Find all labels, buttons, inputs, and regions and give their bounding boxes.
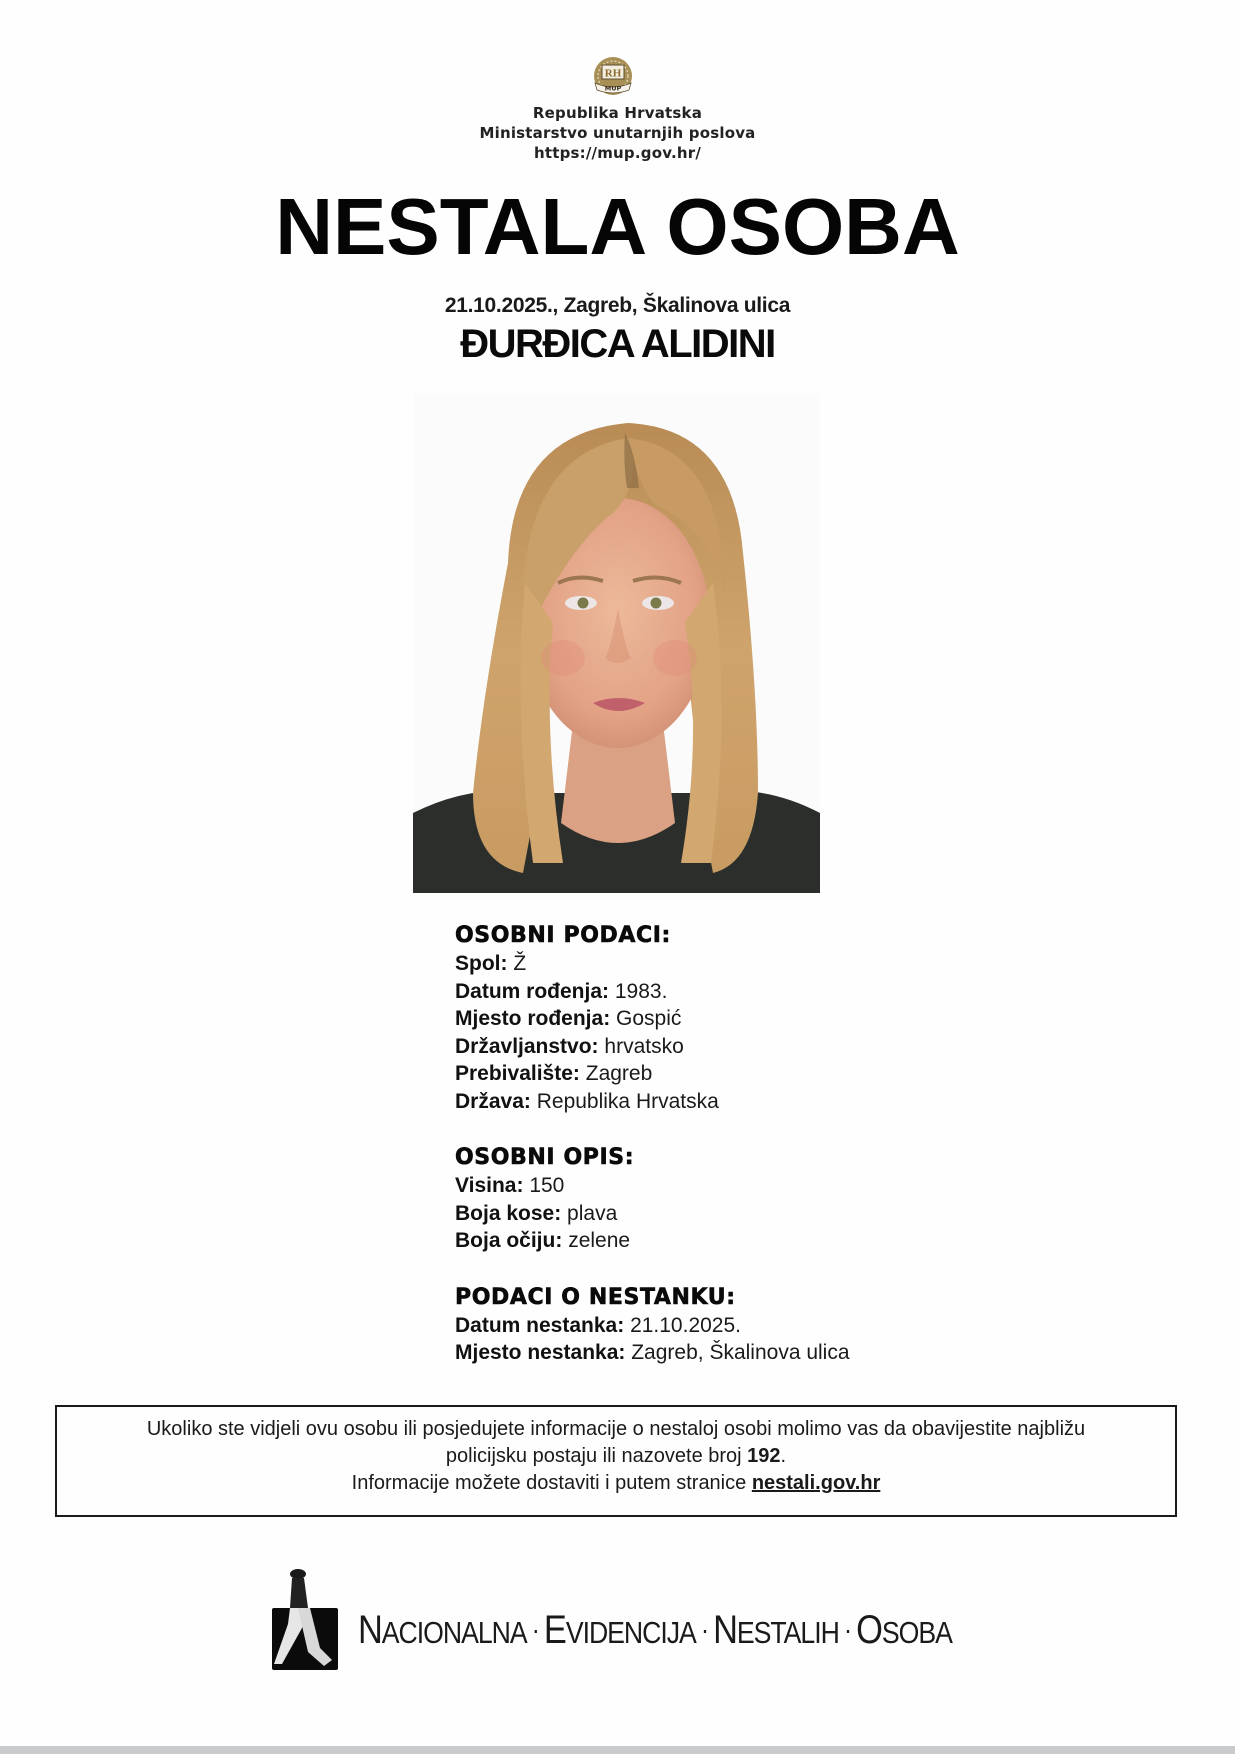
notice-line-2-text: policijsku postaju ili nazovete broj [445,1445,748,1467]
notice-line-3 [57,1470,1175,1497]
separator-dot: · [531,1614,539,1645]
detail-label: Državljanstvo: [455,1034,599,1058]
emergency-phone-number: 192 [747,1445,781,1467]
nestali-website-link[interactable]: nestali.gov.hr [751,1472,881,1494]
person-name: ĐURĐICA ALIDINI [460,322,775,366]
section-title: OSOBNI OPIS: [455,1145,635,1170]
detail-label: Boja kose: [455,1201,562,1225]
section-personal-description [455,1144,955,1255]
detail-value: 150 [529,1174,565,1197]
detail-value: Zagreb, Škalinova ulica [631,1341,850,1364]
emblem-mup-text: MUP [604,84,622,93]
detail-label: Mjesto nestanka: [455,1341,626,1364]
date-location-line: 21.10.2025., Zagreb, Škalinova ulica [444,294,791,317]
word-rest: VIDENCIJA [565,1615,696,1650]
separator-dot: · [843,1614,851,1645]
detail-row-sex [455,950,955,978]
neno-word-4 [856,1608,952,1652]
neno-word-1 [358,1608,527,1652]
detail-row-hair-color [455,1200,955,1228]
notice-line-1: Ukoliko ste vidjeli ovu osobu ili posjedujete informacije o nestaloj osobi molimo vas da obavijestite najbližu [146,1418,1086,1440]
detail-label: Mjesto rođenja: [455,1007,611,1030]
country-name: Republika Hrvatska [532,104,703,122]
detail-label: Država: [455,1089,531,1113]
word-initial: N [358,1608,382,1652]
neno-word-3 [713,1608,839,1652]
detail-row-eye-color [455,1227,955,1255]
emblem-rh-text: RH [604,67,622,80]
detail-value: Ž [513,952,527,975]
section-title: PODACI O NESTANKU: [455,1284,736,1310]
word-initial: N [713,1608,737,1652]
page-title: NESTALA OSOBA [275,182,960,271]
person-details [455,922,955,1367]
ministry-url: https://mup.gov.hr/ [533,144,702,162]
neno-word-2 [543,1608,696,1652]
detail-value: 21.10.2025. [630,1313,741,1337]
detail-row-residence [455,1060,955,1088]
detail-row-missing-date [455,1312,955,1340]
section-personal-data [455,922,955,1115]
section-title: OSOBNI PODACI: [455,923,671,948]
word-rest: ESTALIH [736,1615,839,1650]
person-photo [413,393,820,893]
detail-row-citizenship [455,1033,955,1061]
detail-label: Prebivalište: [455,1062,580,1085]
viewer-bottom-edge [0,1746,1235,1754]
detail-value: plava [567,1201,618,1225]
neno-organization-name [358,1610,952,1654]
detail-value: hrvatsko [604,1034,684,1058]
notice-line-2-end: . [780,1445,787,1467]
ministry-header [0,103,1235,163]
detail-label: Datum nestanka: [455,1313,625,1337]
mup-emblem-icon [589,55,637,99]
detail-row-missing-place [455,1339,955,1367]
word-initial: E [543,1608,566,1652]
word-rest: SOBA [881,1615,952,1650]
detail-row-height [455,1172,955,1200]
word-rest: ACIONALNA [381,1615,527,1650]
detail-value: zelene [568,1229,631,1252]
detail-row-birth-date [455,978,955,1006]
detail-value: Gospić [616,1007,682,1030]
detail-row-birth-place [455,1005,955,1033]
detail-value: 1983. [614,979,668,1003]
detail-value: Republika Hrvatska [536,1089,719,1113]
section-disappearance-data [455,1284,955,1367]
detail-label: Visina: [455,1174,524,1197]
walking-person-n-logo-icon [268,1568,340,1672]
detail-label: Spol: [455,952,508,975]
detail-label: Boja očiju: [455,1229,563,1252]
word-initial: O [856,1608,882,1652]
notice-line-3-text: Informacije možete dostaviti i putem stranice [351,1472,752,1494]
detail-row-country [455,1088,955,1116]
notice-line-2 [57,1443,1175,1470]
detail-label: Datum rođenja: [455,979,610,1003]
separator-dot: · [700,1614,708,1645]
detail-value: Zagreb [585,1062,653,1085]
contact-notice-box [55,1405,1177,1517]
ministry-name: Ministarstvo unutarnjih poslova [479,124,756,142]
